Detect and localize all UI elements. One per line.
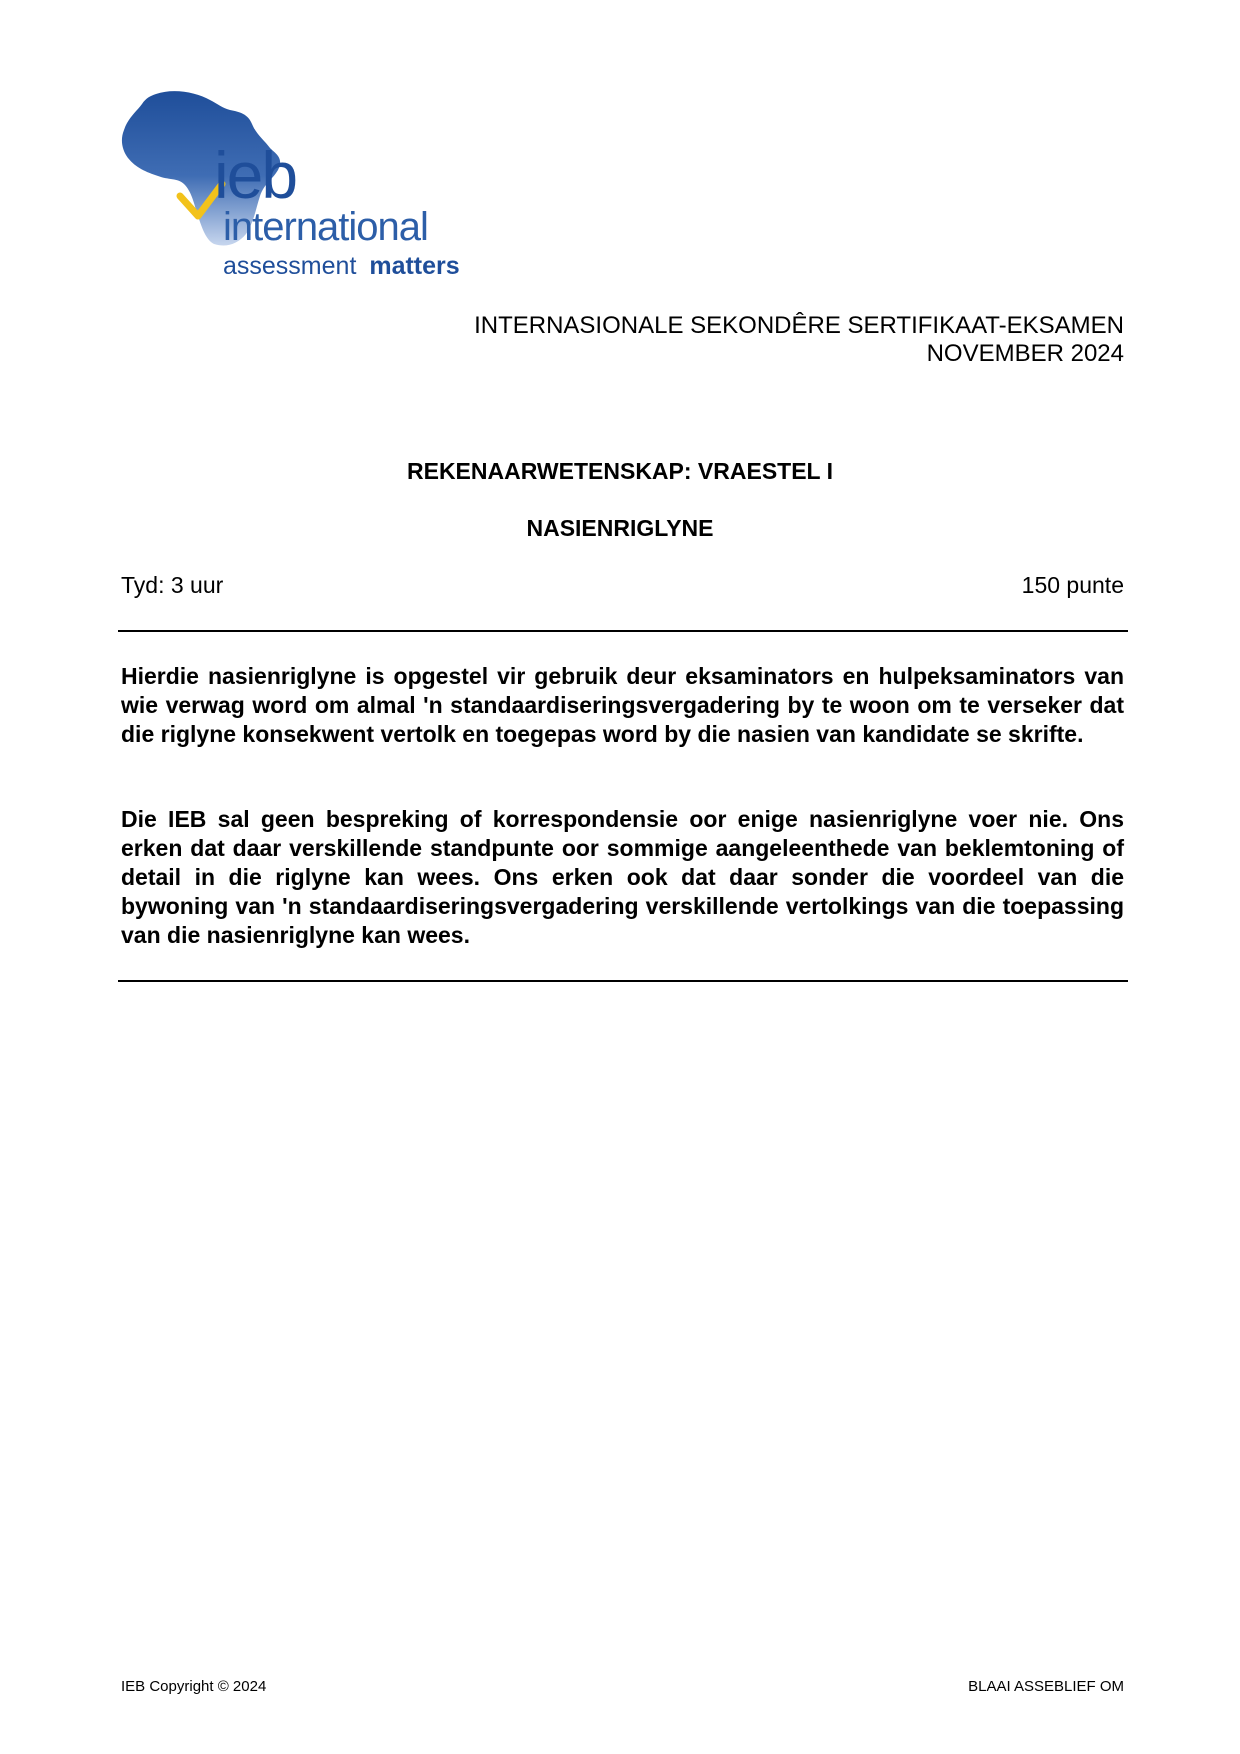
exam-header <box>474 312 1124 368</box>
ieb-logo <box>118 88 488 288</box>
time-marks-row <box>121 572 1124 599</box>
total-marks: 150 punte <box>1021 572 1124 598</box>
exam-header-line2: NOVEMBER 2024 <box>926 340 1124 367</box>
logo-line1: international <box>223 205 428 249</box>
svg-text:assessment matters <box>223 252 460 280</box>
paper-title: REKENAARWETENSKAP: VRAESTEL I <box>407 458 833 484</box>
paper-subtitle: NASIENRIGLYNE <box>526 515 714 541</box>
instruction-paragraph-2: Die IEB sal geen bespreking of korrespondensie oor enige nasienriglyne voer nie. Ons erken dat daar verskillende standpunte oor sommige aangeleenthede van beklemtoning of detail in die riglyne kan wees. Ons erken ook dat daar sonder die voordeel van die bywoning van 'n standaardiseringsvergadering verskillende vertolkings van die toepassing van die nasienriglyne kan wees. <box>121 806 1124 948</box>
instruction-paragraph-1: Hierdie nasienriglyne is opgestel vir gebruik deur eksaminators en hulpeksaminators van wie verwag word om almal 'n standaardiseringsvergadering by te woon om te verseker dat die riglyne konsekwent vertolk en toegepas word by die nasien van kandidate se skrifte. <box>121 663 1124 747</box>
logo-line2-bold: matters <box>369 252 460 280</box>
time-allowed: Tyd: 3 uur <box>121 572 224 598</box>
divider-bottom <box>118 980 1128 982</box>
logo-line2-regular: assessment <box>223 252 357 280</box>
logo-mark: ieb <box>214 138 297 212</box>
footer-copyright: IEB Copyright © 2024 <box>121 1678 267 1695</box>
footer-turn-over: BLAAI ASSEBLIEF OM <box>968 1678 1124 1695</box>
exam-header-line1: INTERNASIONALE SEKONDÊRE SERTIFIKAAT-EKSAMEN <box>474 312 1124 339</box>
divider-top <box>118 630 1128 632</box>
